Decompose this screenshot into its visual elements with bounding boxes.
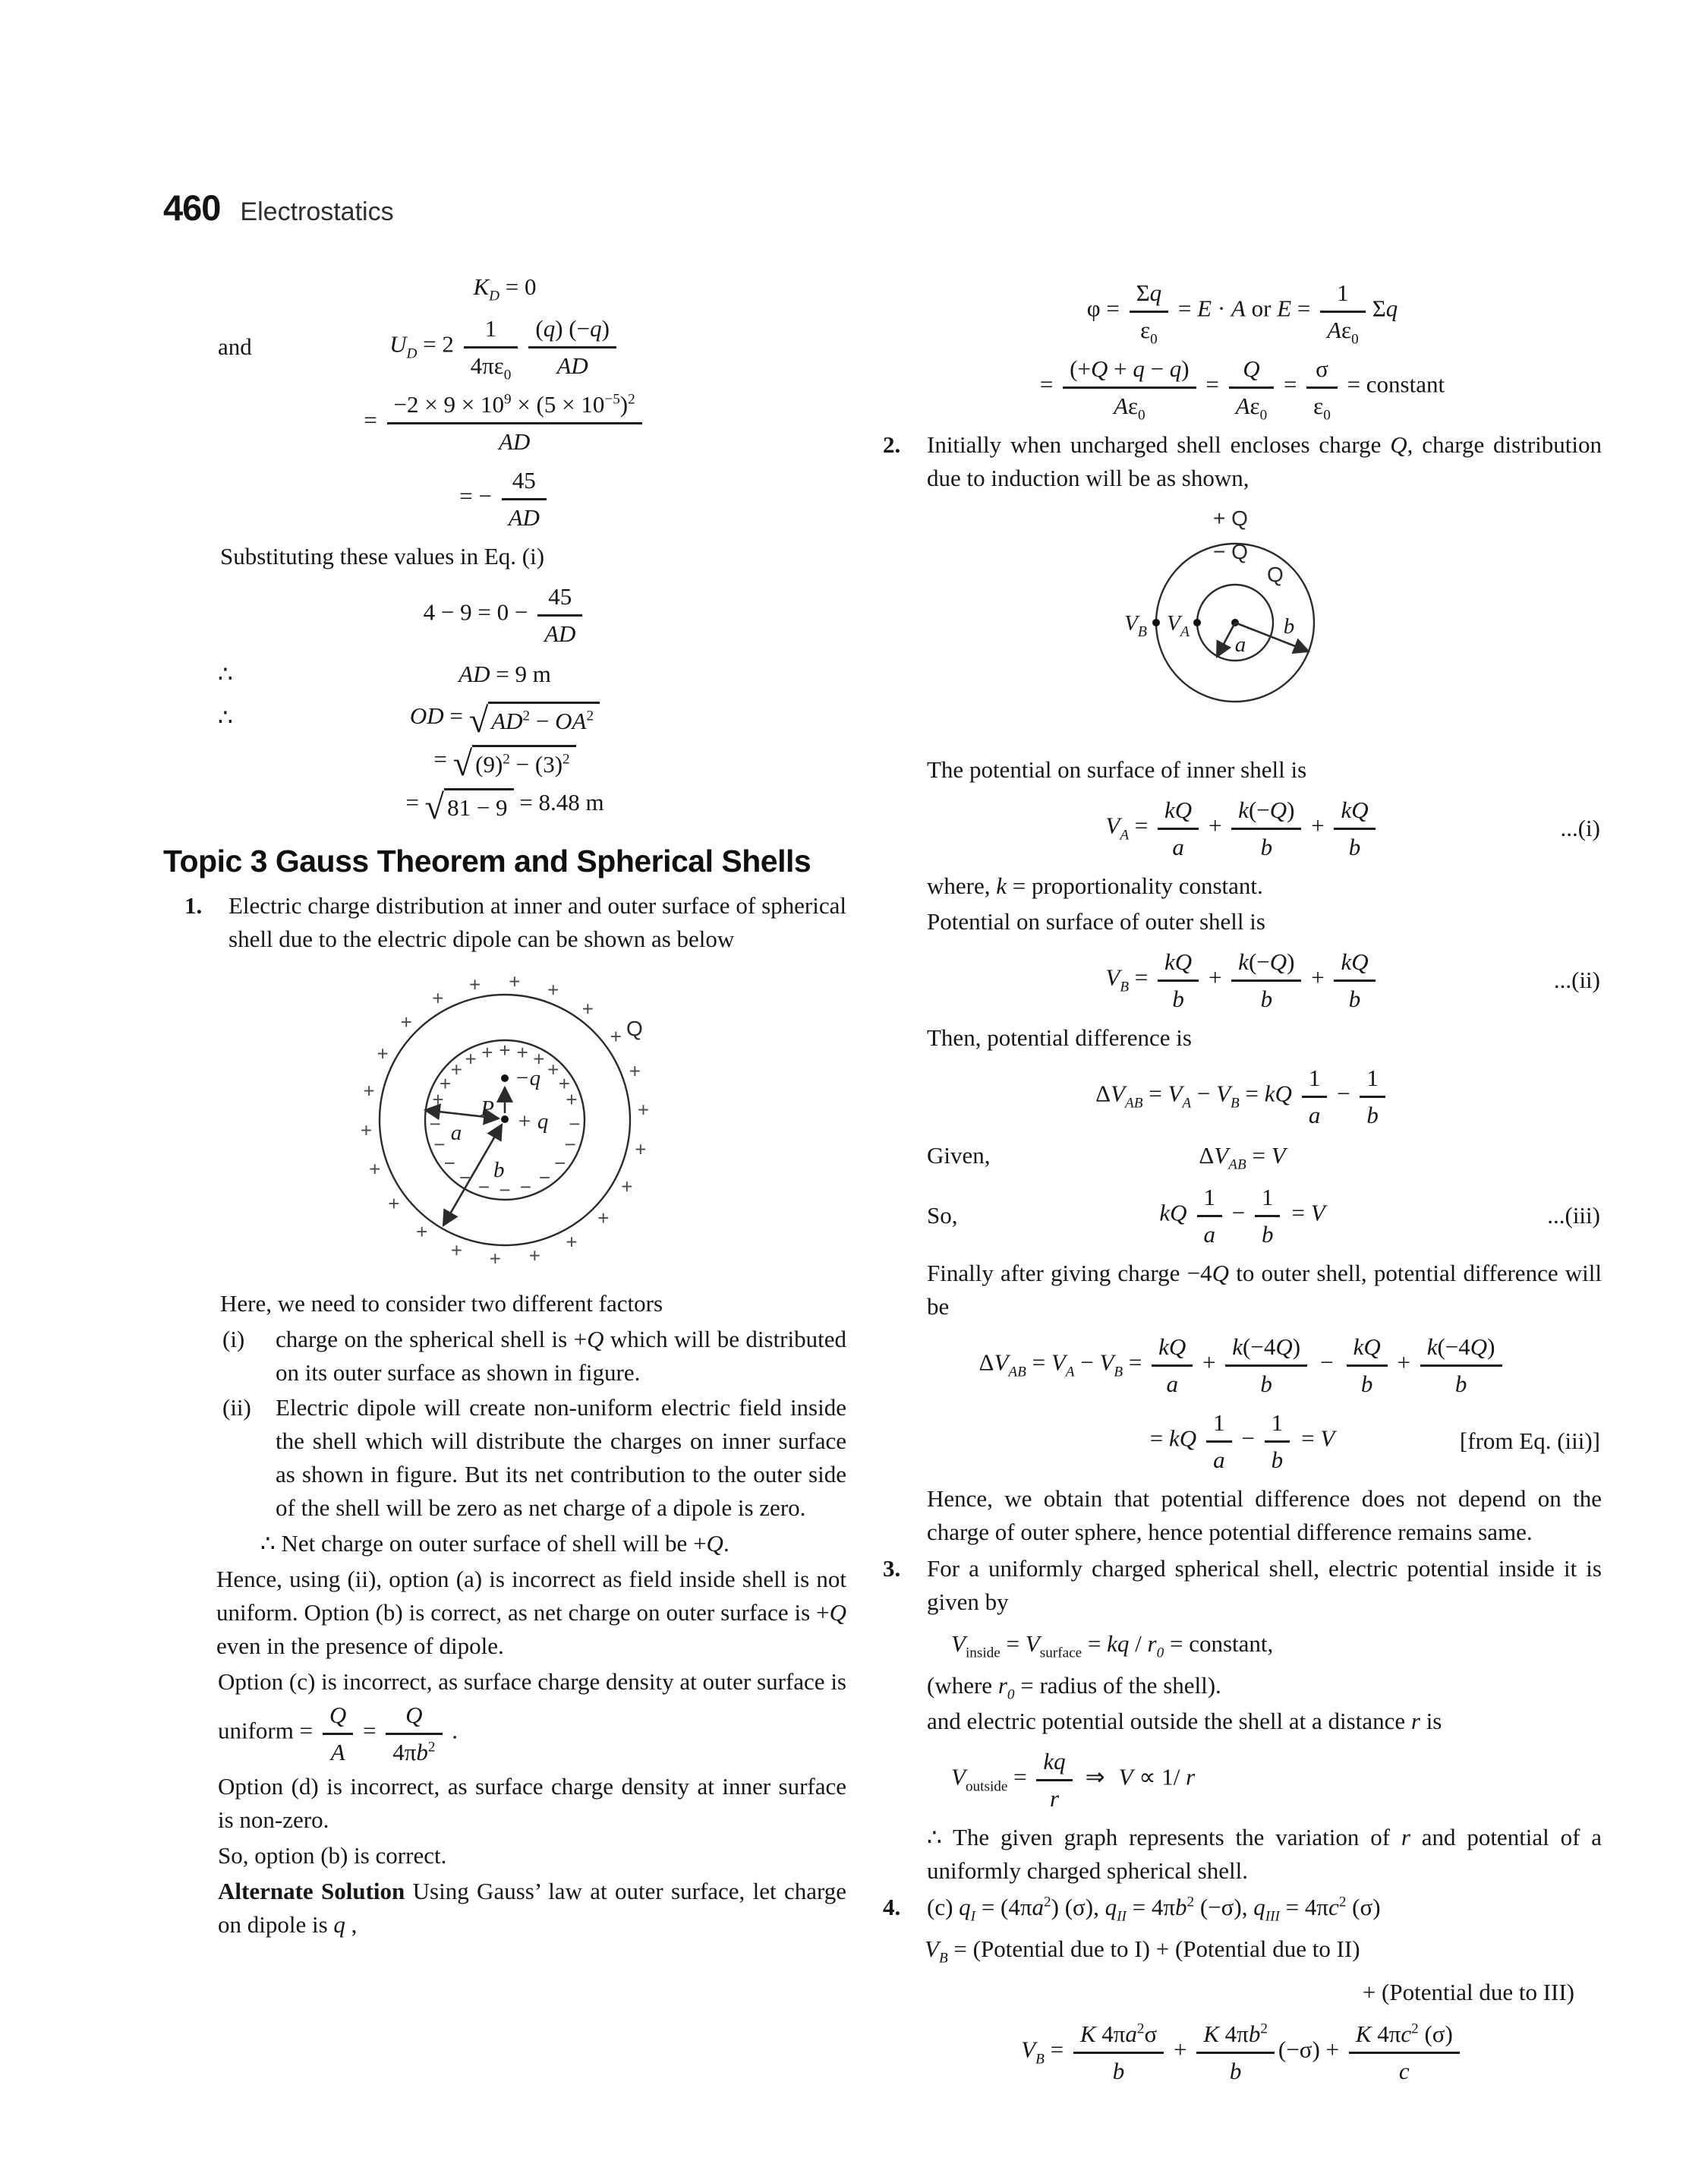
- minus-charge-mark: −: [564, 1133, 576, 1156]
- equation: = − $\frac{45}{AD}$: [163, 464, 846, 533]
- minus-charge-mark: −: [569, 1112, 581, 1135]
- equation: + (Potential due to III): [1362, 1979, 1574, 2005]
- paragraph: ∴ The given graph represents the variation of r and potential of a uniformly charged spherical shell.: [927, 1824, 1602, 1884]
- paragraph: Here, we need to consider two different factors: [220, 1290, 663, 1317]
- plus-charge-mark: +: [499, 1039, 511, 1062]
- shell-charge-label: Q: [626, 1017, 643, 1040]
- page-number: 460: [163, 188, 221, 228]
- plus-charge-mark: +: [509, 970, 521, 993]
- plus-charge-mark: +: [360, 1118, 373, 1142]
- paragraph: where, k = proportionality constant.: [927, 872, 1263, 899]
- equation: $V_{inside} = V_{surface}$ = kq / $r_0$ = constant,: [951, 1630, 1274, 1661]
- positive-charge-dot: [501, 1115, 509, 1123]
- induction-shell-diagram: [1091, 503, 1394, 740]
- equation: 4 − 9 = 0 − $\frac{45}{AD}$: [163, 580, 846, 649]
- sub-list-item: (ii) Electric dipole will create non-uniform electric field inside the shell which will distribute the charges on inner surface as shown in figure. But its net contribution to the outer side of the shell will be zero as net charge of a dipole is zero.: [163, 1391, 846, 1525]
- equation-number: [from Eq. (iii)]: [1459, 1427, 1600, 1454]
- topic-heading: Topic 3 Gauss Theorem and Spherical Shells: [163, 844, 811, 879]
- left-column: [163, 260, 846, 1944]
- plus-charge-mark: +: [450, 1238, 463, 1262]
- figure-dipole-in-shell: [163, 964, 846, 1282]
- potential-a-label: $V_A$: [1166, 611, 1190, 640]
- outer-surface-charge-label: + Q: [1212, 506, 1248, 530]
- point-a-dot: [1193, 619, 1201, 626]
- inner-surface-charge-label: − Q: [1212, 540, 1248, 563]
- paragraph: The potential on surface of inner shell is: [927, 756, 1307, 783]
- minus-charge-mark: −: [499, 1178, 511, 1201]
- plus-charge-mark: +: [621, 1175, 633, 1198]
- equation: $\Delta V_{AB} = V_A - V_B$ = kQ $\frac{1}{a}$ − $\frac{1}{b}$: [883, 1062, 1602, 1131]
- radius-a-arrow: [1217, 623, 1235, 657]
- paragraph: Alternate Solution Using Gauss’ law at outer surface, let charge on dipole is q ,: [218, 1878, 847, 1938]
- paragraph: Option (c) is incorrect, as surface charge density at outer surface is uniform = $\frac{Q}{A}$ = $\frac{Q}{4\pi b^2}$ .: [218, 1668, 846, 1765]
- plus-charge-mark: +: [481, 1041, 493, 1064]
- item-marker: 3.: [883, 1555, 901, 1582]
- equation: = $\frac{-2 \times 9 \times 10^9 \times (5 \times 10^{-5})^2}{AD}$: [163, 388, 846, 457]
- numbered-item: 1. Electric charge distribution at inner and outer surface of spherical shell due to the electric dipole can be shown as below: [163, 889, 846, 956]
- minus-charge-mark: −: [443, 1151, 455, 1175]
- plus-charge-mark: +: [635, 1137, 647, 1161]
- plus-charge-mark: +: [432, 1088, 444, 1112]
- page-header: [163, 187, 394, 229]
- plus-charge-mark: +: [528, 1244, 540, 1267]
- equation: $K_D = 0$: [473, 273, 537, 304]
- plus-charge-mark: +: [610, 1025, 622, 1049]
- plus-charge-mark: +: [581, 997, 594, 1021]
- equation: = √ $(9)^2 - (3)^2$: [163, 743, 846, 779]
- plus-charge-mark: +: [450, 1058, 462, 1081]
- equation: $V_A$ = $\frac{kQ}{a}$ + $\frac{k(-Q)}{b}$ + $\frac{kQ}{b}$ ...(i): [883, 793, 1602, 863]
- equation-label: and: [218, 333, 252, 360]
- plus-charge-mark: +: [533, 1047, 545, 1071]
- plus-charge-mark: +: [516, 1041, 528, 1064]
- item-marker: 4.: [883, 1894, 901, 1920]
- item-marker: (i): [222, 1326, 245, 1352]
- equation: = $\frac{(+Q + q - q)}{A\varepsilon_0}$ = $\frac{Q}{A\varepsilon_0}$ = $\frac{\sigma}{\varepsilon_0}$ = constant: [883, 352, 1602, 421]
- minus-charge-mark: −: [459, 1166, 471, 1189]
- paragraph: Substituting these values in Eq. (i): [220, 543, 545, 569]
- equation: $V_{outside}$ = $\frac{kq}{r}$ ⇒ V ∝ 1/ r: [883, 1745, 1602, 1814]
- plus-charge-mark: +: [469, 973, 481, 996]
- item-marker: (ii): [222, 1394, 251, 1421]
- right-column: [883, 267, 1602, 2093]
- plus-charge-mark: +: [388, 1192, 400, 1215]
- plus-charge-mark: +: [566, 1230, 578, 1254]
- paragraph: Option (d) is incorrect, as surface charge density at inner surface is non-zero.: [218, 1773, 846, 1833]
- item-marker: 1.: [184, 892, 203, 919]
- numbered-item: 4. (c) $q_I = (4\pi a^2)$ (σ), $q_{II} = 4\pi b^2$ (−σ), $q_{III} = 4\pi c^2$ (σ): [883, 1891, 1602, 1924]
- paragraph: (where $r_0$ = radius of the shell).: [927, 1672, 1221, 1703]
- radius-b-label: b: [1283, 614, 1294, 639]
- plus-charge-mark: +: [547, 978, 559, 1002]
- plus-charge-mark: +: [547, 1058, 559, 1081]
- plus-q-label: + q: [517, 1109, 549, 1134]
- radius-b-label: b: [493, 1158, 505, 1182]
- minus-charge-mark: −: [477, 1175, 490, 1198]
- equation: So, kQ $\frac{1}{a}$ − $\frac{1}{b}$ = V ...(iii): [883, 1181, 1602, 1250]
- equation: and $U_D = 2$ $\frac{1}{4\pi\varepsilon_0}$ $\frac{(q) (-q)}{AD}$: [163, 312, 846, 381]
- plus-charge-mark: +: [465, 1047, 477, 1071]
- equation: $V_B$ = (Potential due to I) + (Potential due to II): [925, 1935, 1360, 1967]
- chapter-title: Electrostatics: [240, 197, 394, 226]
- equation-number: ...(iii): [1547, 1201, 1600, 1229]
- paragraph: ∴ Net charge on outer surface of shell will be +Q.: [260, 1530, 730, 1557]
- equation: Given, $\Delta V_{AB} = V$: [883, 1137, 1602, 1174]
- plus-charge-mark: +: [597, 1207, 610, 1230]
- numbered-item: 2. Initially when uncharged shell encloses charge Q, charge distribution due to induction will be as shown,: [883, 428, 1602, 495]
- minus-charge-mark: −: [519, 1175, 532, 1198]
- numbered-item: 3. For a uniformly charged spherical shell, electric potential inside it is given by: [883, 1552, 1602, 1619]
- equation-label: ∴: [218, 704, 233, 730]
- equation: φ = $\frac{\Sigma q}{\varepsilon_0}$ = E · A or E = $\frac{1}{A\varepsilon_0}$ Σq: [883, 276, 1602, 345]
- plus-charge-mark: +: [369, 1157, 381, 1181]
- paragraph: Hence, using (ii), option (a) is incorrect as field inside shell is not uniform. Option (b) is correct, as net charge on outer surface is +Q even in the presence of dipole.: [216, 1566, 846, 1659]
- equation-label: Given,: [927, 1142, 991, 1169]
- minus-charge-mark: −: [554, 1151, 566, 1175]
- point-p-label: P: [481, 1096, 494, 1121]
- paragraph: Then, potential difference is: [927, 1024, 1192, 1051]
- point-b-dot: [1152, 619, 1160, 626]
- enclosed-charge-label: Q: [1266, 563, 1284, 586]
- plus-charge-mark: +: [377, 1042, 389, 1065]
- paragraph: Finally after giving charge −4Q to outer shell, potential difference will be: [927, 1260, 1602, 1320]
- paragraph: and electric potential outside the shell at a distance r is: [927, 1708, 1442, 1734]
- plus-charge-mark: +: [400, 1011, 412, 1033]
- plus-charge-mark: +: [637, 1098, 650, 1121]
- paragraph: Hence, we obtain that potential difference does not depend on the charge of outer sphere, hence potential difference remains same.: [927, 1485, 1602, 1545]
- plus-charge-mark: +: [489, 1247, 501, 1270]
- equation: $V_B$ = $\frac{K 4\pi a^2\sigma}{b}$ + $\frac{K 4\pi b^2}{b}$ (−σ) + $\frac{K 4\pi c^2 (\sigma)}{c}$: [883, 2017, 1602, 2087]
- equation-number: ...(ii): [1553, 966, 1600, 993]
- plus-charge-mark: +: [363, 1079, 375, 1103]
- radius-a-label: a: [450, 1121, 462, 1145]
- equation: = kQ $\frac{1}{a}$ − $\frac{1}{b}$ = V [from Eq. (iii)]: [883, 1406, 1602, 1475]
- minus-q-label: −q: [515, 1066, 541, 1090]
- equation: ∴ AD = 9 m: [163, 656, 846, 692]
- equation-label: So,: [927, 1201, 958, 1229]
- equation: ∴ OD = √ $AD^2 - OA^2$: [163, 699, 846, 736]
- item-marker: 2.: [883, 431, 901, 458]
- minus-charge-mark: −: [538, 1166, 551, 1189]
- plus-charge-mark: +: [566, 1088, 578, 1112]
- plus-charge-mark: +: [440, 1071, 452, 1095]
- equation: $\Delta V_{AB} = V_A - V_B$ = $\frac{kQ}{a}$ + $\frac{k(-4Q)}{b}$ − $\frac{kQ}{b}$ + $\frac{k(-4Q)}{b}$: [883, 1330, 1602, 1399]
- figure-induced-charges: [883, 503, 1602, 749]
- dipole-shell-diagram: [330, 964, 679, 1273]
- paragraph: So, option (b) is correct.: [218, 1842, 447, 1869]
- negative-charge-dot: [501, 1074, 509, 1082]
- equation-number: ...(i): [1560, 814, 1600, 841]
- radius-a-label: a: [1234, 633, 1246, 657]
- equation: = √ 81 − 9 = 8.48 m: [405, 787, 604, 827]
- minus-charge-mark: −: [433, 1133, 446, 1156]
- equation: $V_B$ = $\frac{kQ}{b}$ + $\frac{k(-Q)}{b}$ + $\frac{kQ}{b}$ ...(ii): [883, 945, 1602, 1014]
- plus-charge-mark: +: [558, 1071, 570, 1095]
- equation-label: ∴: [218, 661, 233, 687]
- plus-charge-mark: +: [629, 1059, 641, 1083]
- sub-list-item: (i) charge on the spherical shell is +Q which will be distributed on its outer surface as shown in figure.: [163, 1323, 846, 1390]
- paragraph: Potential on surface of outer shell is: [927, 908, 1265, 935]
- plus-charge-mark: +: [432, 986, 444, 1010]
- potential-b-label: $V_B$: [1123, 611, 1147, 640]
- plus-charge-mark: +: [416, 1219, 428, 1243]
- minus-charge-mark: −: [429, 1112, 441, 1135]
